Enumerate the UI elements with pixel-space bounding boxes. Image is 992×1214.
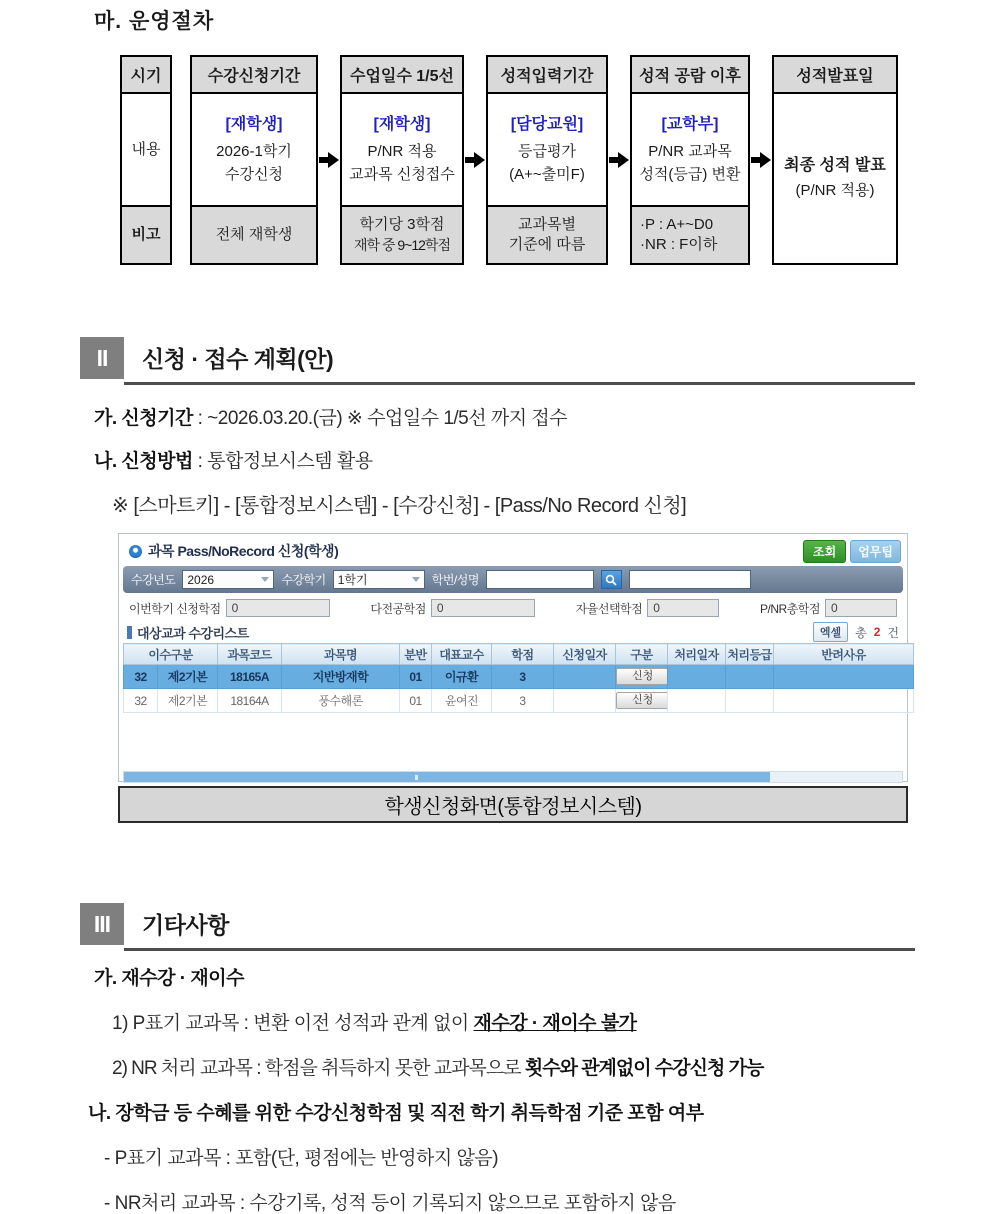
credit-label: 자율선택학점 <box>575 601 643 616</box>
application-period-value: : ~2026.03.20.(금) ※ 수업일수 1/5선 까지 접수 <box>192 408 568 429</box>
cell-type: 제2기본 <box>158 665 218 689</box>
step-line: 2026-1학기 <box>216 142 292 160</box>
search-icon <box>605 574 617 586</box>
flow-arrow-icon <box>750 55 772 265</box>
cell-professor: 이규환 <box>432 665 492 689</box>
student-id-label: 학번/성명 <box>431 573 479 587</box>
col-reject-reason: 반려사유 <box>774 644 914 665</box>
flowchart-label-column <box>120 55 172 265</box>
step-line: 성적(등급) 변환 <box>639 165 741 183</box>
step-line: P/NR 교과목 <box>648 142 732 160</box>
cell-process-date <box>668 665 726 689</box>
step-header: 수업일수 1/5선 <box>342 57 462 94</box>
section-3-numeral: III <box>80 903 124 945</box>
p-mark-rule-text: 1) P표기 교과목 : 변환 이전 성적과 관계 없이 <box>112 1013 474 1034</box>
procedure-flowchart <box>120 55 898 265</box>
col-class: 분반 <box>400 644 432 665</box>
cell-process-grade <box>726 665 774 689</box>
list-title-bar-icon <box>127 626 132 639</box>
semester-label: 수강학기 <box>281 573 326 587</box>
cell-process-grade <box>726 689 774 713</box>
system-screenshot <box>118 533 908 823</box>
cell-code: 18164A <box>218 689 282 713</box>
col-credit: 학점 <box>492 644 554 665</box>
scrollbar-thumb[interactable] <box>124 772 770 782</box>
cell-credit: 3 <box>492 665 554 689</box>
section-3-header <box>80 903 915 951</box>
step-line: (A+~출미F) <box>509 165 585 183</box>
step-actor: [재학생] <box>373 115 431 133</box>
col-apply-date: 신청일자 <box>554 644 616 665</box>
credit-value-field: 0 <box>825 599 897 617</box>
screen-bullet-icon <box>129 545 142 558</box>
label-col-middle: 내용 <box>122 94 170 205</box>
step-note: ·P : A+~D0 <box>640 215 714 233</box>
application-method-label: 나. 신청방법 <box>94 451 193 472</box>
col-process-date: 처리일자 <box>668 644 726 665</box>
application-method-line <box>94 446 373 473</box>
semester-value: 1학기 <box>337 573 368 587</box>
step-header: 수강신청기간 <box>192 57 316 94</box>
total-unit: 건 <box>887 625 899 640</box>
cell-reject-reason <box>774 665 914 689</box>
col-division: 구분 <box>616 644 668 665</box>
flowchart-step-grade-release <box>772 55 898 265</box>
retake-heading: 가. 재수강 · 재이수 <box>94 968 244 989</box>
student-id-input[interactable] <box>486 570 594 589</box>
table-row[interactable] <box>124 689 914 713</box>
work-tip-button[interactable]: 업무팁 <box>850 540 901 563</box>
label-col-footer: 비고 <box>122 205 170 263</box>
step-line: P/NR 적용 <box>367 142 437 160</box>
step-note: 전체 재학생 <box>215 225 293 243</box>
step-line: 교과목 신청접수 <box>349 165 455 183</box>
credit-label: 이번학기 신청학점 <box>129 601 221 616</box>
step-final-line: 최종 성적 발표 <box>784 157 886 175</box>
table-header-row <box>124 644 914 665</box>
nr-rule-text: 2) NR 처리 교과목 : 학점을 취득하지 못한 교과목으로 <box>112 1058 525 1079</box>
nr-rule-line <box>112 1053 763 1080</box>
flowchart-step-registration <box>190 55 318 265</box>
p-mark-rule-line <box>112 1008 637 1035</box>
credit-group <box>370 599 534 617</box>
col-process-grade: 처리등급 <box>726 644 774 665</box>
col-professor: 대표교수 <box>432 644 492 665</box>
section-3-title: 기타사항 <box>124 903 915 951</box>
heading-operating-procedure: 마. 운영절차 <box>94 10 215 33</box>
flow-arrow-icon <box>318 55 340 265</box>
course-list-title: 대상교과 수강리스트 <box>137 625 249 641</box>
section-2-numeral: II <box>80 337 124 379</box>
query-button[interactable]: 조회 <box>803 540 846 563</box>
step-final-sub: (P/NR 적용) <box>795 182 875 200</box>
cell-type: 제2기본 <box>158 689 218 713</box>
app-titlebar <box>123 538 903 564</box>
credit-summary-row <box>123 595 903 621</box>
step-header: 성적 공람 이후 <box>632 57 748 94</box>
total-count: 2 <box>873 625 881 639</box>
credit-group <box>129 599 330 617</box>
pass-norecord-app-window <box>118 533 908 782</box>
search-button[interactable] <box>601 570 622 589</box>
cell-no: 32 <box>124 665 158 689</box>
semester-select[interactable] <box>333 570 425 589</box>
flowchart-step-one-fifth <box>340 55 464 265</box>
step-note: 교과목별 <box>518 215 576 233</box>
year-label: 수강년도 <box>131 573 176 587</box>
section-2-title: 신청 · 접수 계획(안) <box>124 337 915 385</box>
col-course-code: 과목코드 <box>218 644 282 665</box>
p-mark-rule-emphasis: 재수강 · 재이수 불가 <box>473 1013 637 1034</box>
course-table <box>123 643 914 713</box>
flowchart-step-grade-entry <box>486 55 608 265</box>
step-note: 학기당 3학점 <box>359 216 445 234</box>
step-line: 수강신청 <box>225 165 283 183</box>
credit-value-field: 0 <box>431 599 535 617</box>
application-method-value: : 통합정보시스템 활용 <box>192 451 373 472</box>
cell-name: 풍수해론 <box>282 689 400 713</box>
credit-value-field: 0 <box>647 599 719 617</box>
chevron-down-icon <box>412 577 420 582</box>
section-2-header <box>80 337 915 385</box>
application-period-label: 가. 신청기간 <box>94 408 193 429</box>
step-note: 재학 중 9~12학점 <box>354 236 450 253</box>
cell-reject-reason <box>774 689 914 713</box>
cell-credit: 3 <box>492 689 554 713</box>
cell-code: 18165A <box>218 665 282 689</box>
credit-group <box>576 599 720 617</box>
scholarship-heading: 나. 장학금 등 수혜를 위한 수강신청학점 및 직전 학기 취득학점 기준 포함 여부 <box>88 1103 704 1124</box>
excel-export-button[interactable]: 엑셀 <box>813 622 848 642</box>
menu-path-line: ※ [스마트키] - [통합정보시스템] - [수강신청] - [Pass/No Record 신청] <box>112 495 687 517</box>
step-note: ·NR : F이하 <box>640 236 718 253</box>
list-header-row <box>123 621 903 643</box>
student-name-input[interactable] <box>629 570 751 589</box>
step-actor: [교학부] <box>661 115 719 133</box>
step-line: 등급평가 <box>518 142 576 160</box>
apply-button[interactable]: 신청 <box>616 668 668 685</box>
cell-process-date <box>668 689 726 713</box>
step-note: 기준에 따름 <box>508 236 586 253</box>
year-value: 2026 <box>187 572 215 587</box>
flow-arrow-icon <box>464 55 486 265</box>
course-grid-area <box>123 643 903 777</box>
flow-arrow-icon <box>608 55 630 265</box>
credit-label: 다전공학점 <box>370 601 426 616</box>
filter-bar <box>123 566 903 593</box>
cell-class: 01 <box>400 689 432 713</box>
cell-professor: 윤여진 <box>432 689 492 713</box>
chevron-down-icon <box>261 577 269 582</box>
flowchart-step-after-review <box>630 55 750 265</box>
cell-no: 32 <box>124 689 158 713</box>
col-course-name: 과목명 <box>282 644 400 665</box>
apply-button[interactable]: 신청 <box>616 692 668 709</box>
credit-value-field: 0 <box>226 599 330 617</box>
cell-apply-date <box>554 665 616 689</box>
nr-rule-emphasis: 횟수와 관계없이 수강신청 가능 <box>524 1058 764 1079</box>
p-mark-include-line: - P표기 교과목 : 포함(단, 평점에는 반영하지 않음) <box>104 1148 499 1169</box>
step-header: 성적입력기간 <box>488 57 606 94</box>
step-actor: [담당교원] <box>510 115 584 133</box>
label-col-header: 시기 <box>122 57 170 94</box>
horizontal-scrollbar[interactable] <box>123 771 903 783</box>
cell-name: 지반방재학 <box>282 665 400 689</box>
application-period-line <box>94 403 567 430</box>
step-actor: [재학생] <box>225 115 283 133</box>
step-header: 성적발표일 <box>774 57 896 94</box>
app-title: 과목 Pass/NoRecord 신청(학생) <box>148 543 339 559</box>
cell-class: 01 <box>400 665 432 689</box>
credit-label: P/NR총학점 <box>760 601 820 616</box>
year-select[interactable] <box>182 570 274 589</box>
credit-group <box>760 599 897 617</box>
nr-exclude-line: - NR처리 교과목 : 수강기록, 성적 등이 기록되지 않으므로 포함하지 않음 <box>104 1193 676 1214</box>
total-label: 총 <box>855 625 867 640</box>
col-completion-type: 이수구분 <box>124 644 218 665</box>
cell-apply-date <box>554 689 616 713</box>
screenshot-caption: 학생신청화면(통합정보시스템) <box>118 786 908 823</box>
table-row-selected[interactable] <box>124 665 914 689</box>
